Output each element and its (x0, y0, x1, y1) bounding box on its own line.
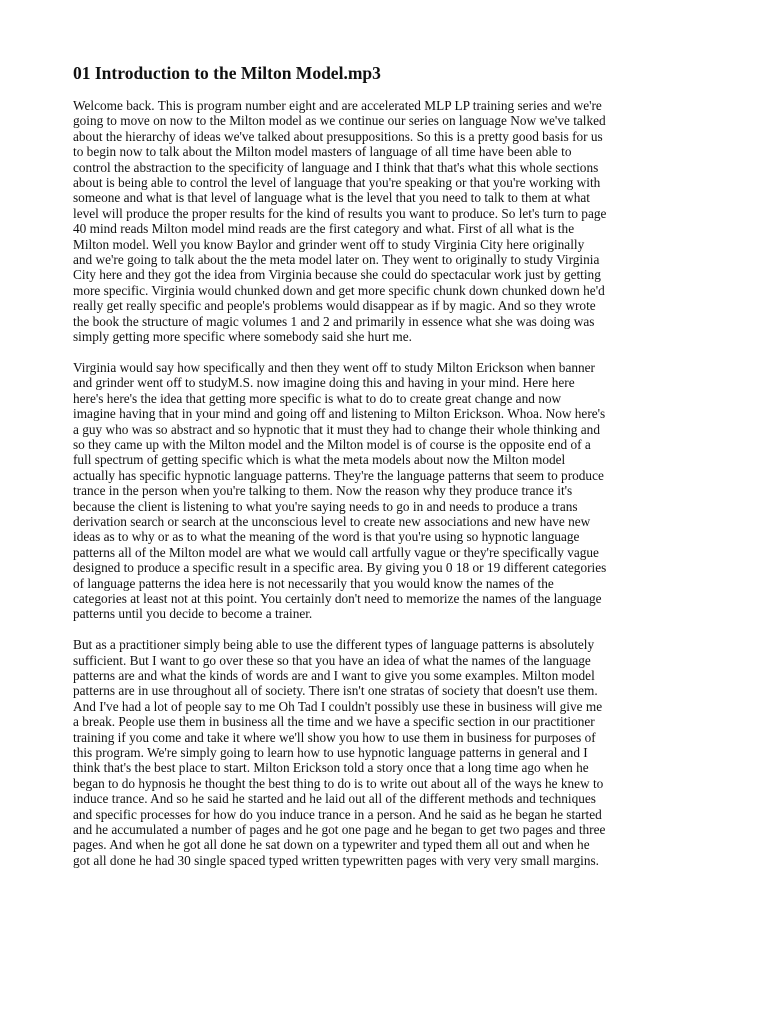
document-page (73, 62, 713, 884)
text-line: about is being able to control the level of language that you're speaking or that you're working with (73, 175, 601, 191)
text-line: patterns until you decide to become a trainer. (73, 606, 313, 622)
text-line: really get really specific and people's problems would disappear as if by magic. And so they wrote (73, 298, 596, 314)
text-line: patterns are and what the kinds of words are and I want to give you some examples. Milton model (73, 668, 595, 683)
text-line: full spectrum of getting specific which is what the meta models about now the Milton model (73, 452, 566, 468)
text-line: going to move on now to the Milton model as we continue our series on language Now we've talked (73, 113, 606, 129)
text-line: And I've had a lot of people say to me Oh Tad I couldn't possibly use these in business will give me (73, 698, 603, 714)
text-line: Virginia would say how specifically and then they went off to study Milton Erickson when banner (73, 359, 595, 375)
text-line: induce trance. And so he said he started and he laid out all of the different methods and techniques (73, 791, 596, 807)
text-line: But as a practitioner simply being able to use the different types of language patterns is absolutely (73, 637, 595, 653)
text-line: and specific processes for how do you induce trance in a person. And he said as he began he started (73, 806, 602, 822)
text-line: trance in the person when you're talking to them. Now the reason why they produce trance it's (73, 483, 573, 499)
text-line: because the client is listening to what you're saying needs to go in and needs to produce a trans (73, 498, 578, 514)
text-line: control the abstraction to the specificity of language and I think that that's what this whole sections (73, 159, 599, 175)
text-line: training if you come and take it where we'll show you how to use them in business for purposes of (73, 729, 596, 745)
text-line: more specific. Virginia would chunked down and get more specific chunk down chunked down he'd (73, 282, 605, 298)
text-line: pages. And when he got all done he sat down on a typewriter and typed them all out and when he (73, 837, 590, 853)
text-line: simply getting more specific where somebody said she hurt me. (73, 329, 412, 345)
text-line: a break. People use them in business all the time and we have a specific section in our practitioner (73, 714, 595, 730)
document-title: 01 Introduction to the Milton Model.mp3 (73, 63, 381, 83)
text-line: and we're going to talk about the the meta model later on. They went to originally to study Virginia (73, 252, 600, 268)
text-line: got all done he had 30 single spaced typed written typewritten pages with very very small margins. (73, 852, 599, 868)
text-line: ideas as to why or as to what the meaning of the word is that you're using so hypnotic language (73, 529, 580, 545)
text-line: and he accumulated a number of pages and he got one page and he began to get two pages and three (73, 822, 606, 838)
text-line: actually has specific hypnotic language patterns. They're the language patterns that seem to produce (73, 467, 604, 483)
text-line: patterns are in use throughout all of society. There isn't one stratas of society that doesn't use them. (73, 683, 598, 699)
text-line: a guy who was so abstract and so hypnotic that it must they had to change their whole thinking and (73, 421, 600, 437)
text-line: about the hierarchy of ideas we've talked about presuppositions. So this is a pretty good basis for us (73, 128, 603, 144)
text-line: Milton model. Well you know Baylor and grinder went off to study Virginia City here originally (73, 236, 585, 252)
text-line: sufficient. But I want to go over these so that you have an idea of what the names of the language (73, 652, 591, 668)
text-line: of language patterns the idea here is not necessarily that you would know the names of the (73, 575, 554, 591)
text-line: City here and they got the idea from Virginia because she could do spectacular work just by getting (73, 267, 601, 283)
text-line: so they came up with the Milton model and the Milton model is of course is the opposite end of a (73, 436, 591, 452)
text-line: derivation search or search at the unconscious level to create new associations and new have new (73, 513, 591, 529)
text-line: and grinder went off to studyM.S. now imagine doing this and having in your mind. Here here (73, 375, 575, 391)
text-line: someone and what is that level of language what is the level that you need to talk to them at what (73, 190, 590, 206)
text-line: 40 mind reads Milton model mind reads are the first category and what. First of all what is the (73, 221, 575, 237)
text-line: categories at least not at this point. You certainly don't need to memorize the names of the language (73, 590, 602, 606)
text-line: here's here's the idea that getting more specific is what to do to create great change and now (73, 390, 562, 406)
text-line: Welcome back. This is program number eight and are accelerated MLP LP training series and we're (73, 98, 602, 113)
text-line: the book the structure of magic volumes 1 and 2 and primarily in essence what she was doing was (73, 313, 595, 329)
text-line: designed to produce a specific result in a specific area. By giving you 0 18 or 19 different categories (73, 560, 607, 576)
text-line: patterns all of the Milton model are what we would call artfully vague or they're specifically vague (73, 544, 599, 560)
text-line: began to do hypnosis he thought the best thing to do is to write out about all of the ways he knew to (73, 775, 604, 791)
text-line: think that's the best place to start. Milton Erickson told a story once that a long time ago when he (73, 760, 589, 776)
text-line: imagine having that in your mind and going off and listening to Milton Erickson. Whoa. Now here's (73, 406, 606, 422)
paragraph (73, 98, 713, 345)
paragraph (73, 360, 713, 622)
paragraph (73, 637, 713, 868)
text-line: level will produce the proper results for the kind of results you want to produce. So let's turn to page (73, 205, 607, 221)
document-body (73, 98, 713, 868)
text-line: to begin now to talk about the Milton model masters of language of all time have been able to (73, 144, 572, 160)
text-line: this program. We're simply going to learn how to use hypnotic language patterns in general and I (73, 745, 588, 761)
